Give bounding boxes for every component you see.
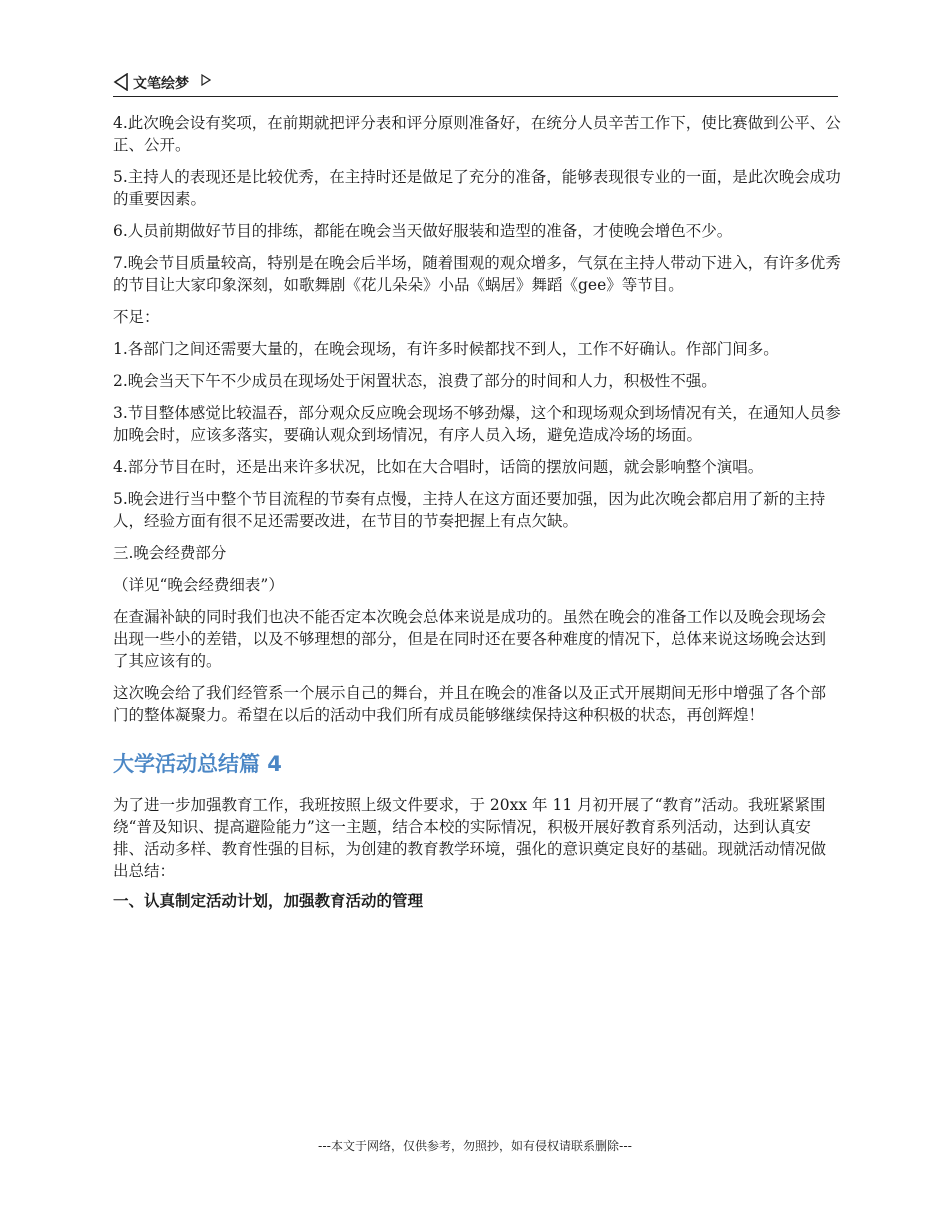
sub-heading: 一、认真制定活动计划，加强教育活动的管理 bbox=[113, 892, 424, 910]
paragraph: 4.此次晚会设有奖项，在前期就把评分表和评分原则准备好，在统分人员辛苦工作下，使比赛做到公平、公正、公开。 bbox=[113, 114, 841, 154]
expense-title: 三.晚会经费部分 bbox=[113, 544, 227, 562]
conclusion-paragraph: 这次晚会给了我们经管系一个展示自己的舞台，并且在晚会的准备以及正式开展期间无形中增强了各个部门的整体凝聚力。希望在以后的活动中我们所有成员能够继续保持这种积极的状态，再创辉煌！ bbox=[113, 684, 827, 724]
paragraph: 5.主持人的表现还是比较优秀，在主持时还是做足了充分的准备，能够表现很专业的一面，是此次晚会成功的重要因素。 bbox=[113, 168, 841, 208]
shortcoming-item: 3.节目整体感觉比较温吞，部分观众反应晚会现场不够劲爆，这个和现场观众到场情况有关，在通知人员参加晚会时，应该多落实，要确认观众到场情况，有序人员入场，避免造成冷场的场面。 bbox=[113, 404, 841, 444]
expense-note: （详见“晚会经费细表”） bbox=[113, 576, 284, 594]
page-footer: ---本文于网络，仅供参考，勿照抄，如有侵权请联系删除--- bbox=[318, 1139, 632, 1153]
header-brand: 文笔绘梦 bbox=[133, 76, 189, 92]
section-heading: 大学活动总结篇 4 bbox=[113, 752, 282, 776]
section-intro: 为了进一步加强教育工作，我班按照上级文件要求，于 20xx 年 11 月初开展了“教育”活动。我班紧紧围绕“普及知识、提高避险能力”这一主题，结合本校的实际情况，积极开展好教育系列活动，达到认真安排、活动多样、教育性强的目标，为创建的教育教学环境，强化的意识奠定良好的基础。现就活动情况做出总结： bbox=[113, 796, 827, 880]
paragraph: 7.晚会节目质量较高，特别是在晚会后半场，随着围观的观众增多，气氛在主持人带动下进入，有许多优秀的节目让大家印象深刻，如歌舞剧《花儿朵朵》小品《蜗居》舞蹈《gee》等节目。 bbox=[113, 254, 841, 294]
page-header bbox=[113, 70, 838, 97]
document-body bbox=[113, 112, 841, 912]
shortcoming-item: 5.晚会进行当中整个节目流程的节奏有点慢，主持人在这方面还要加强，因为此次晚会都启用了新的主持人，经验方面有很不足还需要改进，在节目的节奏把握上有点欠缺。 bbox=[113, 490, 826, 530]
shortcoming-item: 2.晚会当天下午不少成员在现场处于闲置状态，浪费了部分的时间和人力，积极性不强。 bbox=[113, 372, 717, 390]
shortcoming-item: 4.部分节目在时，还是出来许多状况，比如在大合唱时，话筒的摆放问题，就会影响整个演唱。 bbox=[113, 458, 764, 476]
shortcoming-item: 1.各部门之间还需要大量的，在晚会现场，有许多时候都找不到人，工作不好确认。作部门间多。 bbox=[113, 340, 779, 358]
conclusion-paragraph: 在查漏补缺的同时我们也决不能否定本次晚会总体来说是成功的。虽然在晚会的准备工作以及晚会现场会出现一些小的差错，以及不够理想的部分，但是在同时还在要各种难度的情况下，总体来说这场晚会达到了其应该有的。 bbox=[113, 608, 827, 670]
right-arrow-icon bbox=[201, 74, 211, 86]
paragraph: 6.人员前期做好节目的排练，都能在晚会当天做好服装和造型的准备，才使晚会增色不少。 bbox=[113, 222, 733, 240]
left-arrow-icon bbox=[113, 73, 129, 91]
shortcomings-label: 不足： bbox=[113, 308, 160, 326]
